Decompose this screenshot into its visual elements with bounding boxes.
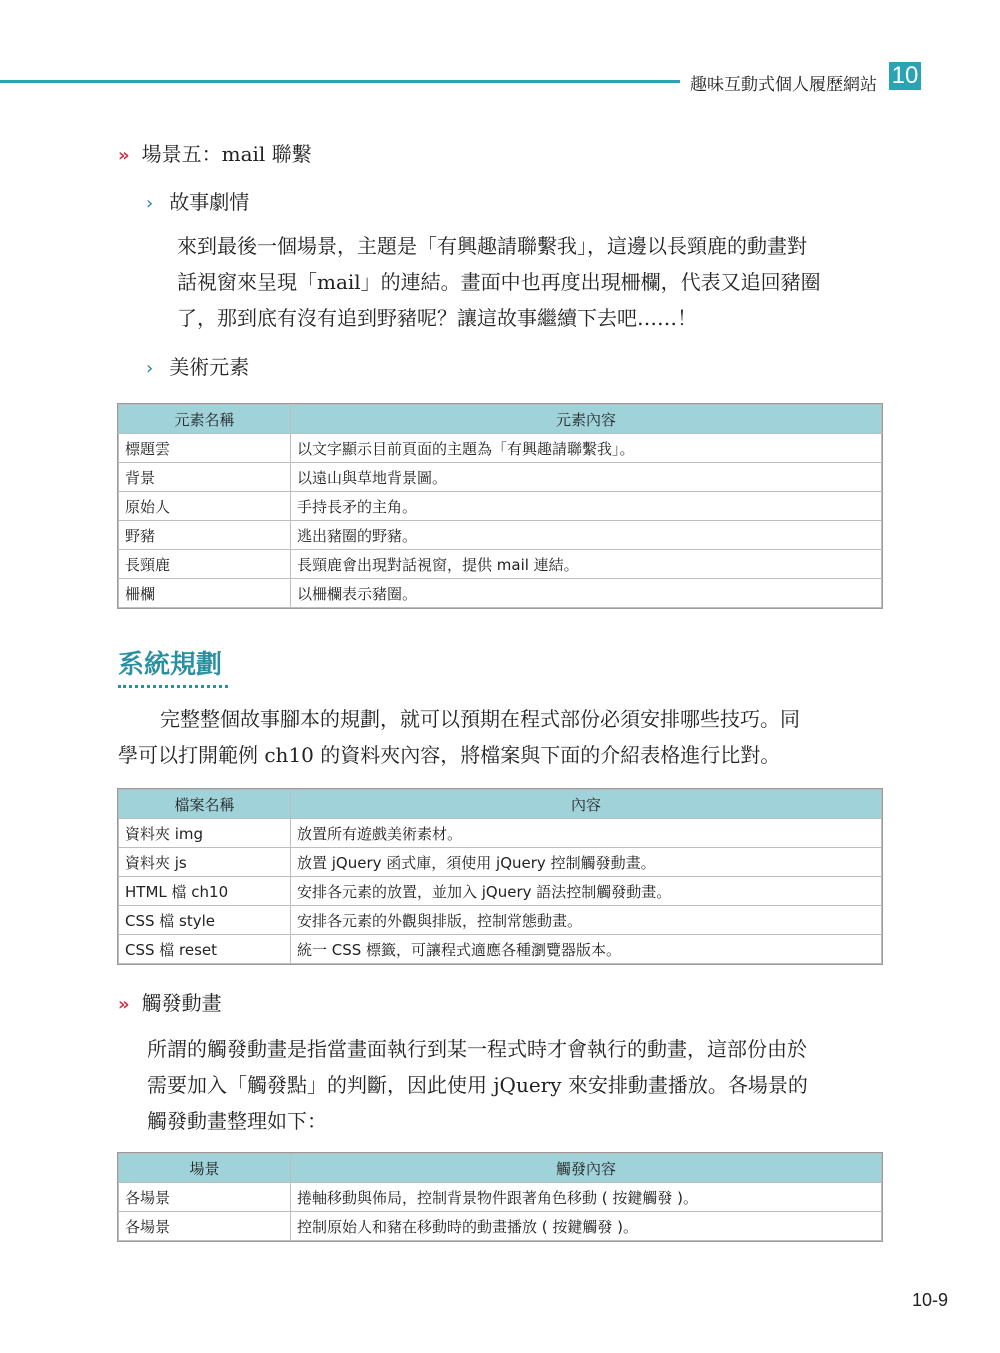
table-row — [119, 1212, 882, 1241]
table-header-row — [119, 1154, 882, 1183]
trigger-paragraph — [147, 1031, 883, 1139]
table-cell: 安排各元素的放置，並加入 jQuery 語法控制觸發動畫。 — [291, 877, 882, 906]
table-cell: 捲軸移動與佈局，控制背景物件跟著角色移動 ( 按鍵觸發 )。 — [291, 1183, 882, 1212]
column-header: 檔案名稱 — [119, 790, 291, 819]
table-cell: 背景 — [119, 463, 291, 492]
story-heading-row — [146, 186, 249, 215]
table-cell: 資料夾 js — [119, 848, 291, 877]
table-cell: 各場景 — [119, 1212, 291, 1241]
trigger-line: 需要加入「觸發點」的判斷，因此使用 jQuery 來安排動畫播放。各場景的 — [147, 1073, 808, 1097]
table-row — [119, 906, 882, 935]
chevron-right-icon: › — [146, 358, 154, 379]
system-paragraph — [118, 701, 882, 773]
page-number: 10-9 — [912, 1290, 949, 1310]
story-line: 來到最後一個場景，主題是「有興趣請聯繫我」，這邊以長頸鹿的動畫對 — [177, 234, 807, 258]
double-chevron-icon: » — [118, 994, 130, 1015]
double-chevron-icon: » — [118, 145, 130, 166]
table-cell: 野豬 — [119, 521, 291, 550]
scene5-heading: 場景五：mail 聯繫 — [141, 142, 312, 166]
table-row — [119, 550, 882, 579]
art-heading-row — [146, 351, 249, 380]
system-section-header — [118, 644, 228, 688]
table-row — [119, 819, 882, 848]
table-cell: 以文字顯示目前頁面的主題為「有興趣請聯繫我」。 — [291, 434, 882, 463]
table-cell: 放置 jQuery 函式庫，須使用 jQuery 控制觸發動畫。 — [291, 848, 882, 877]
table-row — [119, 463, 882, 492]
art-elements-table — [118, 404, 882, 608]
table-cell: HTML 檔 ch10 — [119, 877, 291, 906]
table-row — [119, 1183, 882, 1212]
table-row — [119, 521, 882, 550]
system-line: 完整整個故事腳本的規劃，就可以預期在程式部份必須安排哪些技巧。同 — [160, 707, 800, 731]
table-cell: 控制原始人和豬在移動時的動畫播放 ( 按鍵觸發 )。 — [291, 1212, 882, 1241]
trigger-table — [118, 1153, 882, 1241]
table-cell: 資料夾 img — [119, 819, 291, 848]
table-cell: 長頸鹿會出現對話視窗，提供 mail 連結。 — [291, 550, 882, 579]
chevron-right-icon: › — [146, 193, 154, 214]
table-cell: 安排各元素的外觀與排版，控制常態動畫。 — [291, 906, 882, 935]
table-cell: 各場景 — [119, 1183, 291, 1212]
story-line: 了，那到底有沒有追到野豬呢？讓這故事繼續下去吧……！ — [177, 306, 697, 330]
system-line: 學可以打開範例 ch10 的資料夾內容，將檔案與下面的介紹表格進行比對。 — [118, 743, 781, 767]
table-cell: CSS 檔 reset — [119, 935, 291, 964]
header-rule — [0, 80, 680, 83]
table-cell: 標題雲 — [119, 434, 291, 463]
chapter-badge: 10 — [889, 62, 921, 90]
table-header-row — [119, 790, 882, 819]
table-row — [119, 877, 882, 906]
table-row — [119, 935, 882, 964]
story-line: 話視窗來呈現「mail」的連結。畫面中也再度出現柵欄，代表又追回豬圈 — [177, 270, 821, 294]
table-cell: 以柵欄表示豬圈。 — [291, 579, 882, 608]
trigger-line: 觸發動畫整理如下： — [147, 1109, 327, 1133]
column-header: 場景 — [119, 1154, 291, 1183]
table-cell: 手持長矛的主角。 — [291, 492, 882, 521]
table-row — [119, 434, 882, 463]
story-paragraph — [177, 228, 883, 336]
table-cell: 以遠山與草地背景圖。 — [291, 463, 882, 492]
column-header: 元素內容 — [291, 405, 882, 434]
section-title: 系統規劃 — [118, 650, 223, 680]
table-row — [119, 492, 882, 521]
file-table — [118, 789, 882, 964]
table-row — [119, 579, 882, 608]
scene5-heading-row — [118, 138, 312, 167]
table-row — [119, 848, 882, 877]
art-heading: 美術元素 — [169, 355, 250, 379]
table-cell: 放置所有遊戲美術素材。 — [291, 819, 882, 848]
section-title-underline — [118, 685, 228, 688]
column-header: 元素名稱 — [119, 405, 291, 434]
table-cell: 柵欄 — [119, 579, 291, 608]
table-header-row — [119, 405, 882, 434]
table-cell: 統一 CSS 標籤，可讓程式適應各種瀏覽器版本。 — [291, 935, 882, 964]
trigger-line: 所謂的觸發動畫是指當畫面執行到某一程式時才會執行的動畫，這部份由於 — [147, 1037, 807, 1061]
trigger-heading-row — [118, 987, 222, 1016]
table-cell: CSS 檔 style — [119, 906, 291, 935]
column-header: 內容 — [291, 790, 882, 819]
story-heading: 故事劇情 — [169, 190, 250, 214]
table-cell: 逃出豬圈的野豬。 — [291, 521, 882, 550]
table-cell: 原始人 — [119, 492, 291, 521]
column-header: 觸發內容 — [291, 1154, 882, 1183]
trigger-heading: 觸發動畫 — [141, 991, 222, 1015]
table-cell: 長頸鹿 — [119, 550, 291, 579]
running-header-title: 趣味互動式個人履歷網站 — [690, 75, 877, 95]
